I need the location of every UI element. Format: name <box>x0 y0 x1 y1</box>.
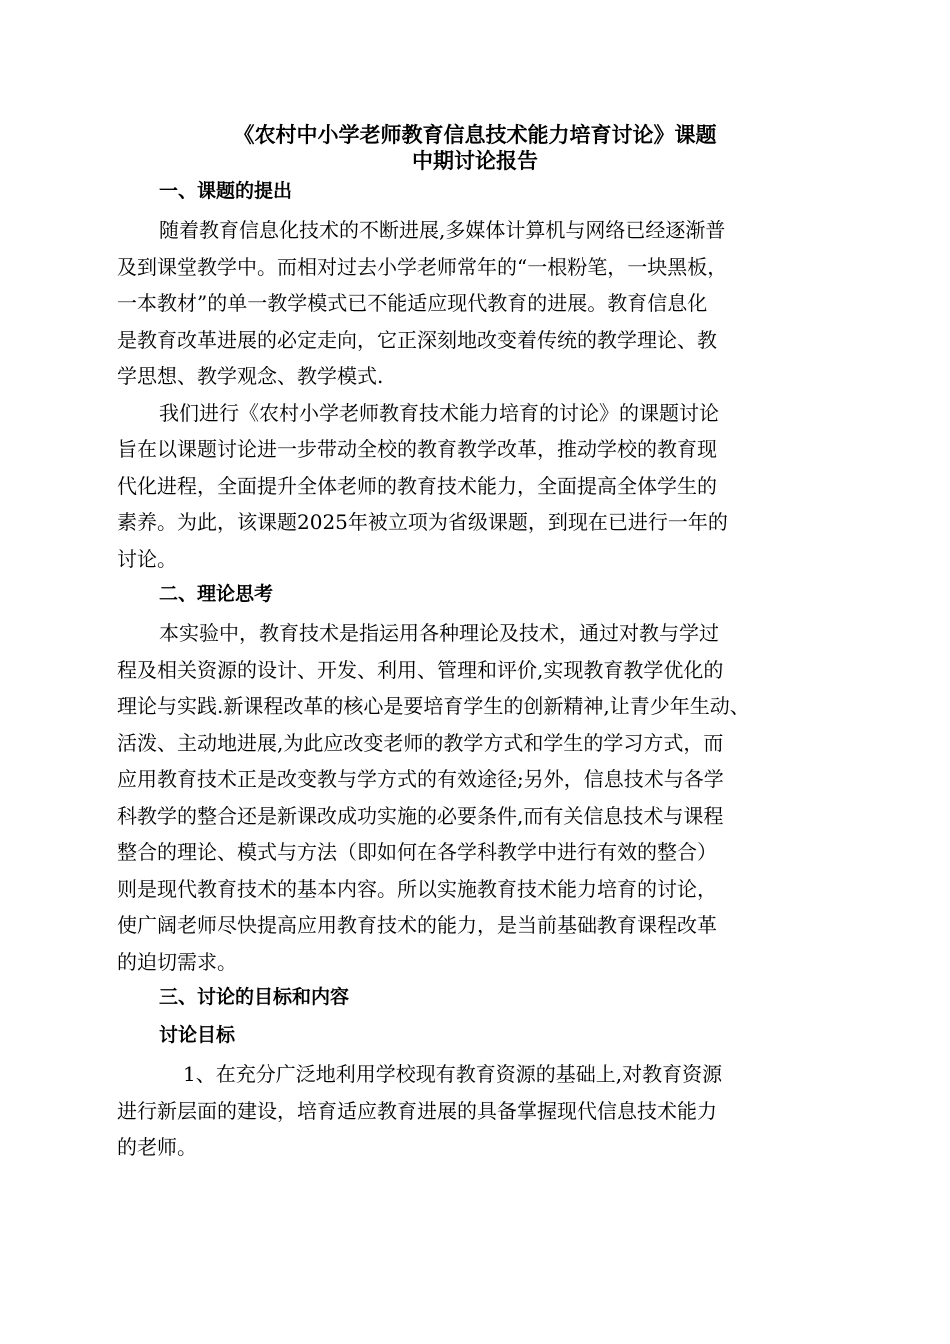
paragraph-line: 及到课堂教学中。而相对过去小学老师常年的“一根粉笔，一块黑板， <box>117 254 728 279</box>
title-line-2: 中期讨论报告 <box>412 149 538 173</box>
paragraph-line: 的迫切需求。 <box>117 949 237 974</box>
paragraph-line: 的老师。 <box>117 1135 197 1159</box>
paragraph-line: 进行新层面的建设，培育适应教育进展的具备掌握现代信息技术能力 <box>117 1098 717 1123</box>
paragraph-line: 本实验中，教育技术是指运用各种理论及技术，通过对教与学过 <box>159 621 719 645</box>
paragraph-line: 学思想、教学观念、教学模式. <box>117 364 384 388</box>
section-3-item-1 <box>117 1056 822 1166</box>
paragraph-line: 随着教育信息化技术的不断进展,多媒体计算机与网络已经逐渐普 <box>159 218 726 242</box>
paragraph-line: 使广阔老师尽快提高应用教育技术的能力，是当前基础教育课程改革 <box>117 913 717 937</box>
document-title <box>0 122 950 174</box>
paragraph-line: 1、在充分广泛地利用学校现有教育资源的基础上,对教育资源 <box>183 1062 723 1086</box>
paragraph-line: 是教育改革进展的必定走向，它正深刻地改变着传统的教学理论、教 <box>117 327 717 352</box>
paragraph-line: 科教学的整合还是新课改成功实施的必要条件,而有关信息技术与课程 <box>117 803 724 828</box>
paragraph-line: 程及相关资源的设计、开发、利用、管理和评价,实现教育教学优化的 <box>117 657 724 682</box>
paragraph-line: 我们进行《农村小学老师教育技术能力培育的讨论》的课题讨论 <box>159 400 719 425</box>
paragraph-line: 代化进程，全面提升全体老师的教育技术能力，全面提高全体学生的 <box>117 473 717 498</box>
section-1-paragraph-2 <box>117 395 822 578</box>
paragraph-line: 一本教材”的单一教学模式已不能适应现代教育的进展。教育信息化 <box>117 291 708 315</box>
paragraph-line: 理论与实践.新课程改革的核心是要培育学生的创新精神,让青少年生动、 <box>117 694 750 718</box>
paragraph-line: 旨在以课题讨论进一步带动全校的教育教学改革，推动学校的教育现 <box>117 437 717 461</box>
paragraph-line: 讨论。 <box>117 546 177 571</box>
document-body <box>117 174 822 1166</box>
section-2-paragraph-1 <box>117 615 822 980</box>
section-3-heading: 三、讨论的目标和内容 <box>159 986 350 1008</box>
section-2-heading: 二、理论思考 <box>159 583 274 605</box>
paragraph-line: 活泼、主动地进展,为此应改变老师的教学方式和学生的学习方式，而 <box>117 730 724 755</box>
paragraph-line: 整合的理论、模式与方法（即如何在各学科教学中进行有效的整合） <box>117 840 717 864</box>
paragraph-line: 则是现代教育技术的基本内容。所以实施教育技术能力培育的讨论， <box>117 876 717 901</box>
title-line-1: 《农村中小学老师教育信息技术能力培育讨论》课题 <box>233 123 717 147</box>
section-1-paragraph-1 <box>117 212 822 395</box>
paragraph-line: 应用教育技术正是改变教与学方式的有效途径;另外，信息技术与各学 <box>117 767 724 791</box>
section-1-heading: 一、课题的提出 <box>159 180 293 202</box>
section-3-subheading: 讨论目标 <box>159 1024 236 1046</box>
paragraph-line: 素养。为此，该课题2025年被立项为省级课题，到现在已进行一年的 <box>117 510 728 534</box>
